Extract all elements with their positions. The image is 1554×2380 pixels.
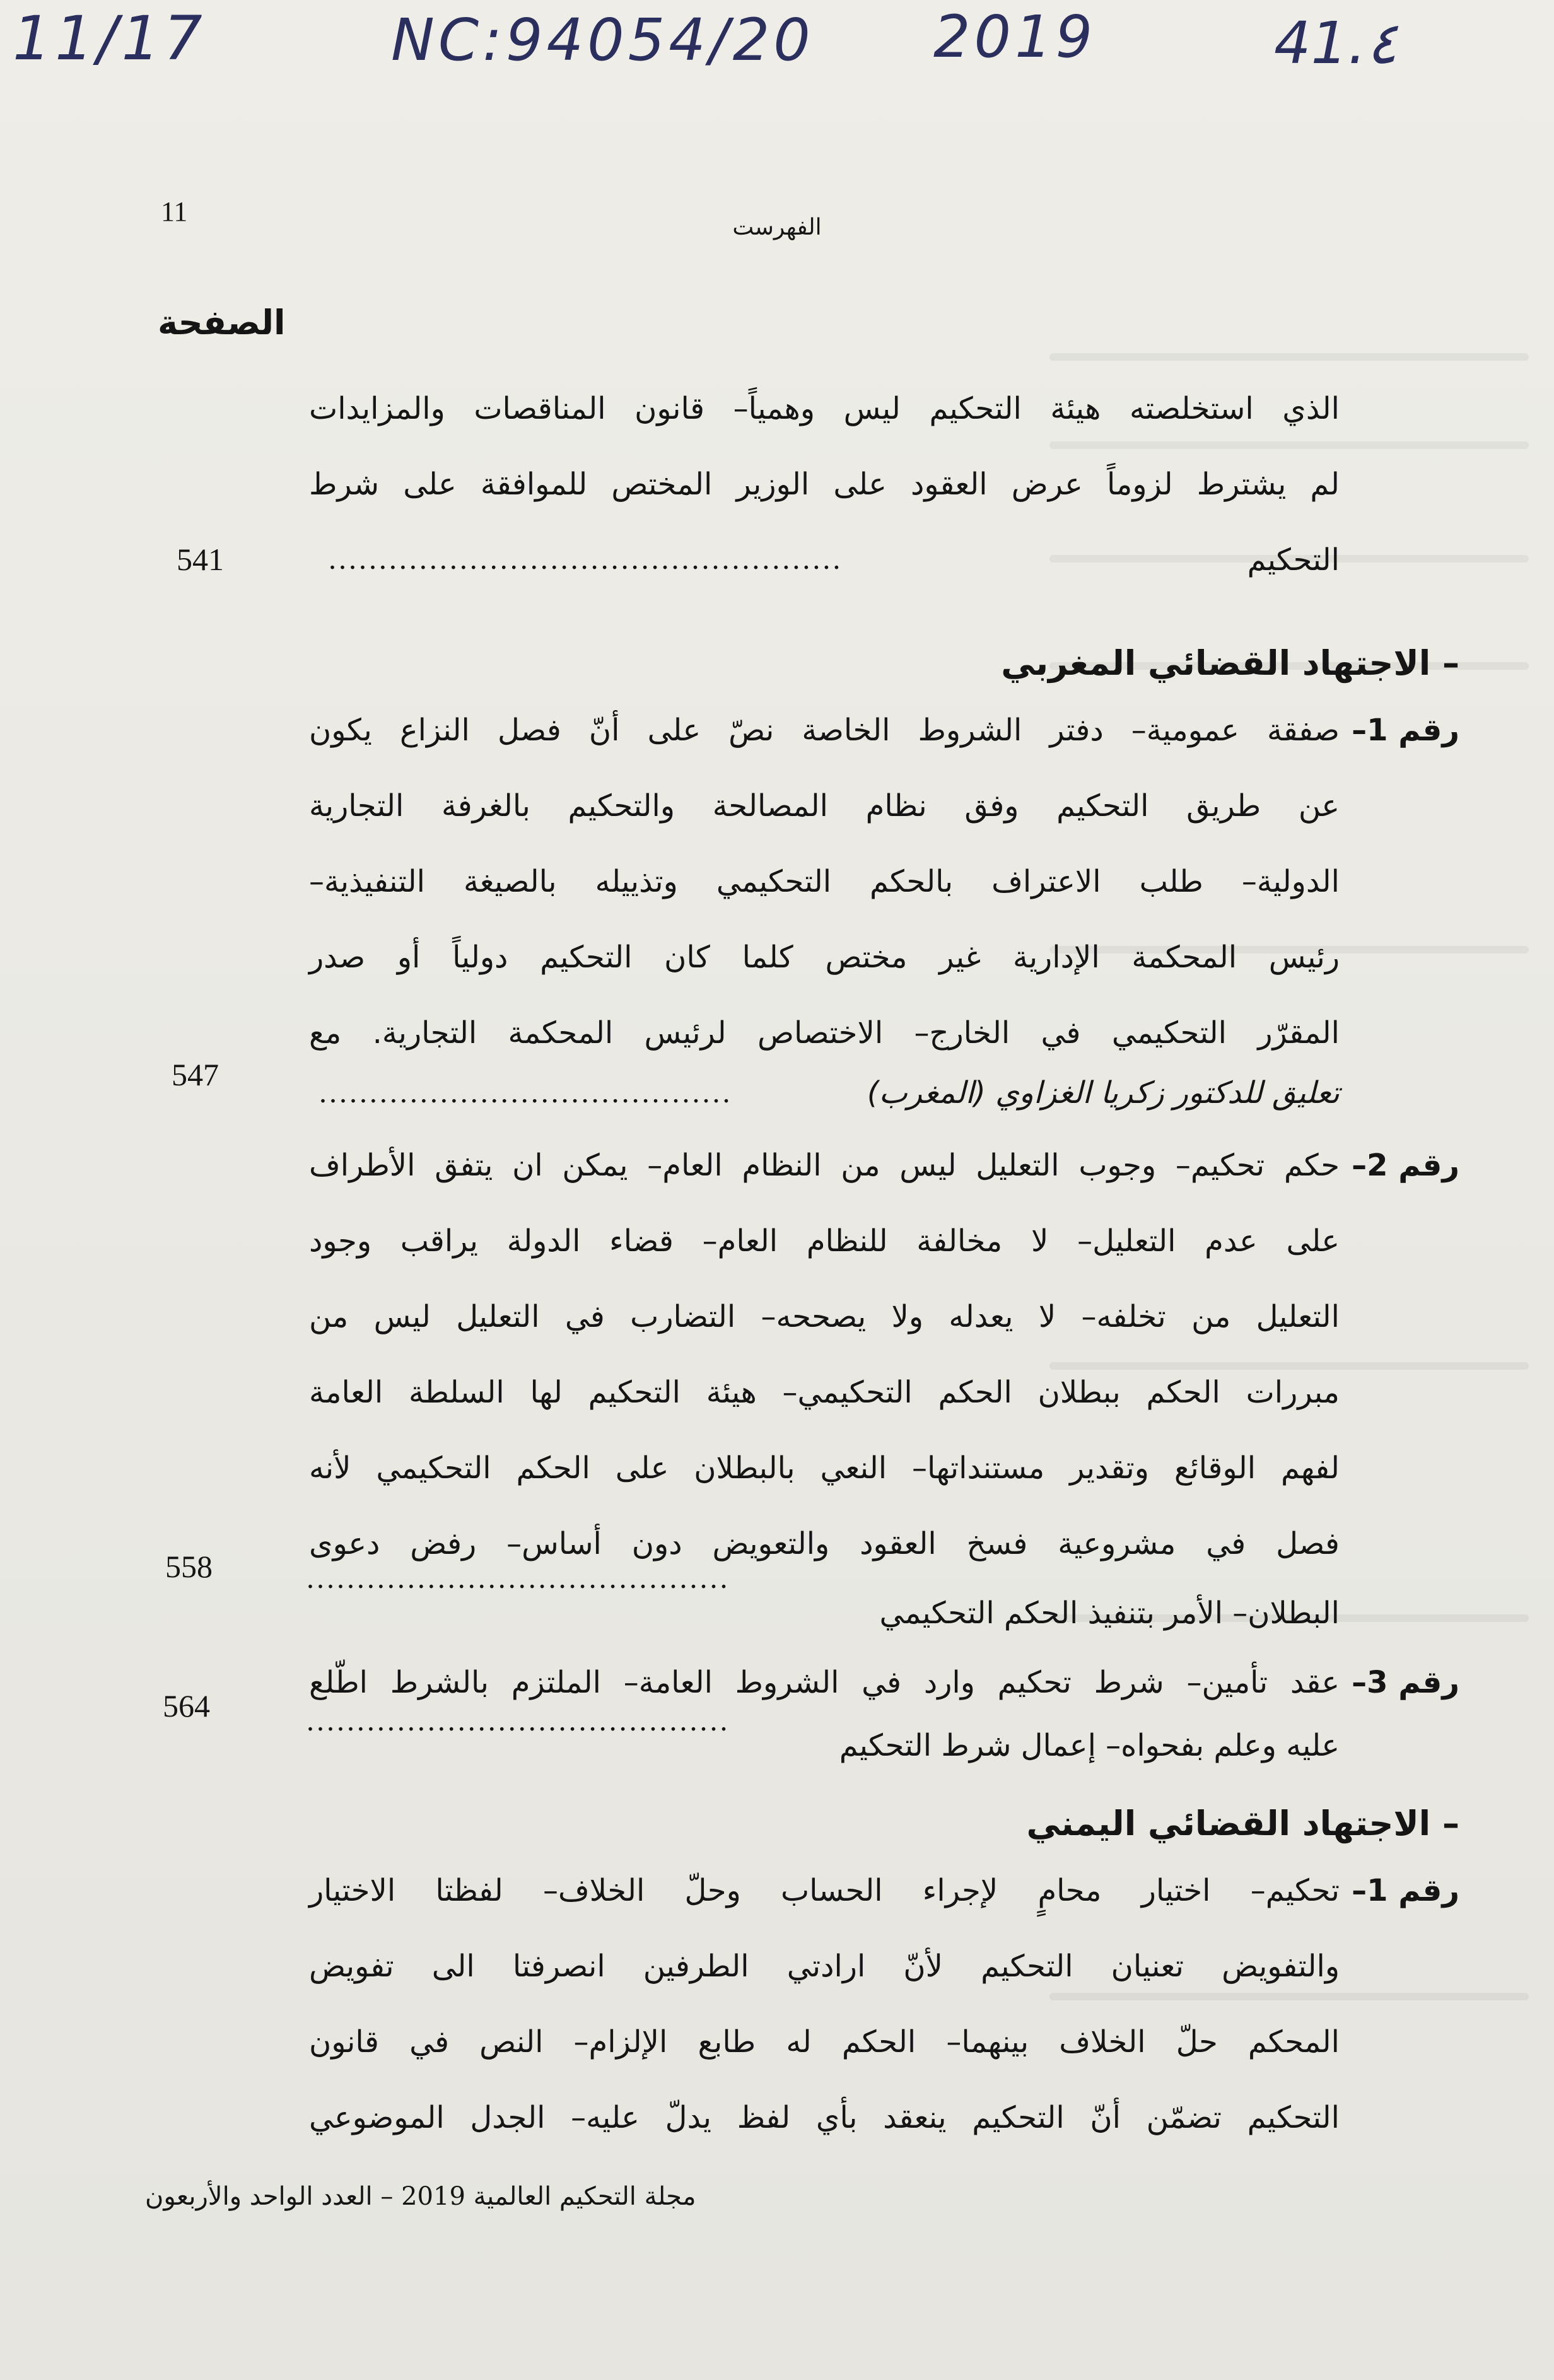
handwritten-left-note: 11/17 xyxy=(13,3,206,74)
leader-dots: .......................................... xyxy=(306,1563,730,1595)
handwritten-right-note: 41.٤ xyxy=(1274,9,1398,77)
entry-line: المقرّر التحكيمي في الخارج– الاختصاص لرئيس المحكمة التجارية. مع xyxy=(309,1015,1340,1051)
leader-dots: ................................................... xyxy=(328,544,843,576)
entry-line: عقد تأمين– شرط تحكيم وارد في الشروط العامة– الملتزم بالشرط اطّلع xyxy=(309,1665,1340,1700)
entry-number xyxy=(1352,1873,1459,1908)
page-number: 564 xyxy=(163,1688,210,1724)
bleed-through-mark xyxy=(1049,441,1529,449)
entry-line: رئيس المحكمة الإدارية غير مختص كلما كان التحكيم دولياً أو صدر xyxy=(309,940,1340,975)
entry-line: المحكم حلّ الخلاف بينهما– الحكم له طابع الإلزام– النص في قانون xyxy=(309,2024,1340,2060)
entry-number-label: رقم 1– xyxy=(1352,1873,1459,1908)
handwritten-year: 2019 xyxy=(933,3,1097,71)
entry-line: الدولية– طلب الاعتراف بالحكم التحكيمي وتذييله بالصيغة التنفيذية– xyxy=(309,864,1340,899)
header-page-number: 11 xyxy=(161,196,188,227)
entry-line: لم يشترط لزوماً عرض العقود على الوزير المختص للموافقة على شرط xyxy=(309,467,1340,502)
entry-line: صفقة عمومية– دفتر الشروط الخاصة نصّ على أنّ فصل النزاع يكون xyxy=(309,713,1340,748)
page-number: 547 xyxy=(172,1057,219,1092)
entry-line: عن طريق التحكيم وفق نظام المصالحة والتحكيم بالغرفة التجارية xyxy=(309,788,1340,824)
entry-line: والتفويض تعنيان التحكيم لأنّ ارادتي الطرفين انصرفتا الى تفويض xyxy=(309,1949,1340,1984)
page-number: 558 xyxy=(165,1549,213,1584)
handwritten-reference-number: NC:94054/20 xyxy=(391,6,814,74)
entry-line: تحكيم– اختيار محامٍ لإجراء الحساب وحلّ الخلاف– لفظتا الاختيار xyxy=(309,1873,1340,1908)
entry-line: على عدم التعليل– لا مخالفة للنظام العام– قضاء الدولة يراقب وجود xyxy=(309,1223,1340,1259)
entry-line: تعليق للدكتور زكريا الغزاوي (المغرب) xyxy=(867,1075,1340,1111)
entry-line: حكم تحكيم– وجوب التعليل ليس من النظام العام– يمكن ان يتفق الأطراف xyxy=(309,1148,1340,1183)
bleed-through-mark xyxy=(1049,1993,1529,2000)
entry-line: التحكيم xyxy=(1247,542,1340,578)
page-number: 541 xyxy=(177,542,224,577)
section-heading-morocco: – الاجتهاد القضائي المغربي xyxy=(1001,643,1459,683)
entry-line: لفهم الوقائع وتقدير مستنداتها– النعي بالبطلان على الحكم التحكيمي لأنه xyxy=(309,1450,1340,1486)
entry-number-label: رقم 1– xyxy=(1352,713,1459,748)
entry-line: الذي استخلصته هيئة التحكيم ليس وهمياً– قانون المناقصات والمزايدات xyxy=(309,391,1340,426)
entry-line: التعليل من تخلفه– لا يعدله ولا يصححه– التضارب في التعليل ليس من xyxy=(309,1299,1340,1334)
bleed-through-mark xyxy=(1049,353,1529,361)
entry-number-label: رقم 3– xyxy=(1352,1665,1459,1700)
leader-dots: ......................................... xyxy=(318,1077,732,1109)
entry-number xyxy=(1352,1148,1459,1183)
bleed-through-mark xyxy=(1049,1362,1529,1370)
entry-line: البطلان– الأمر بتنفيذ الحكم التحكيمي xyxy=(879,1595,1340,1631)
entry-number xyxy=(1352,713,1459,748)
leader-dots: .......................................... xyxy=(306,1705,730,1737)
header-title: الفهرست xyxy=(732,214,822,240)
entry-line: التحكيم تضمّن أنّ التحكيم ينعقد بأي لفظ يدلّ عليه– الجدل الموضوعي xyxy=(309,2100,1340,2135)
footer-journal-title: مجلة التحكيم العالمية 2019 – العدد الواحد والأربعون xyxy=(145,2182,696,2211)
page-column-label: الصفحة xyxy=(158,303,286,342)
section-heading-yemen: – الاجتهاد القضائي اليمني xyxy=(1026,1804,1459,1843)
entry-number-label: رقم 2– xyxy=(1352,1148,1459,1183)
entry-line: عليه وعلم بفحواه– إعمال شرط التحكيم xyxy=(839,1728,1340,1763)
entry-number xyxy=(1352,1665,1459,1700)
entry-line: فصل في مشروعية فسخ العقود والتعويض دون أساس– رفض دعوى xyxy=(309,1526,1340,1561)
entry-line: مبررات الحكم ببطلان الحكم التحكيمي– هيئة التحكيم لها السلطة العامة xyxy=(309,1375,1340,1410)
